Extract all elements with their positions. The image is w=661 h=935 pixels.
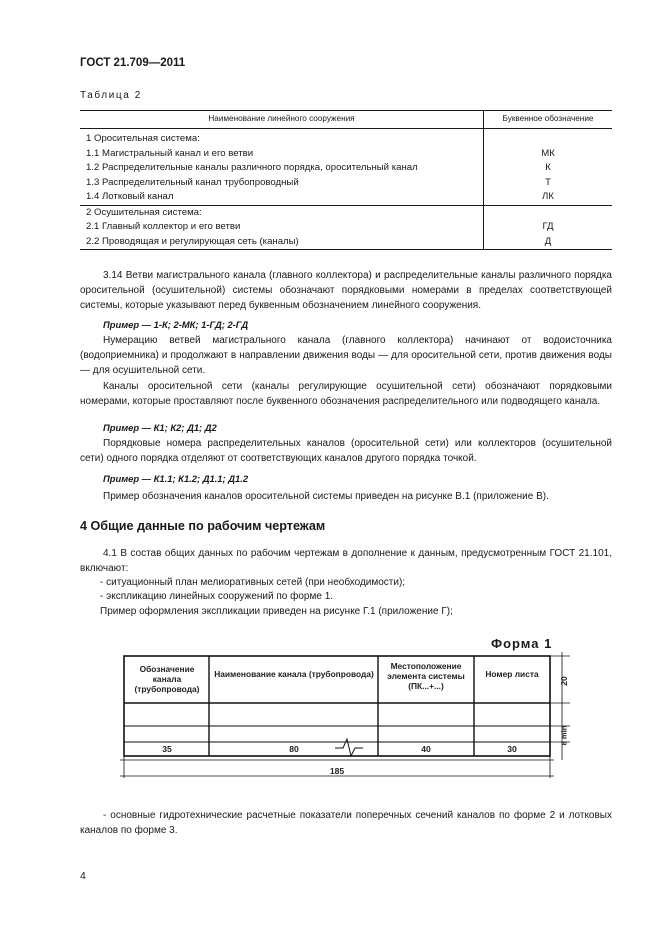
- section-4-title: 4 Общие данные по рабочим чертежам: [80, 519, 326, 533]
- form-1-header-cell: Местоположение элемента системы (ПК...+...): [387, 661, 465, 691]
- total-width-dimension: 185: [329, 766, 345, 776]
- table-cell: 2.1 Главный коллектор и его ветви: [80, 220, 484, 235]
- table-caption: Таблица 2: [80, 90, 142, 101]
- example-2: Пример — К1; К2; Д1; Д2: [103, 422, 217, 433]
- table-cell: 1.4 Лотковый канал: [80, 190, 484, 205]
- form-1-header-cell: Обозначение канала (трубопровода): [134, 664, 200, 694]
- paragraph-channels: Каналы оросительной сети (каналы регулирующие осушительной сети) обозначают порядковыми номерами, которые проставляют после буквенного обозначения распределительного или подводящего канала.: [80, 381, 612, 408]
- form-1-header-cell: Номер листа: [485, 669, 539, 679]
- height-dimension-min: 8 min: [559, 725, 569, 746]
- table-row: [80, 161, 612, 176]
- table-2: [80, 110, 612, 250]
- table-cell: ГД: [542, 221, 554, 232]
- table-cell: 1.1 Магистральный канал и его ветви: [80, 147, 484, 162]
- list-item: - экспликацию линейных сооружений по форме 1.: [100, 591, 334, 602]
- page-number: 4: [80, 870, 86, 882]
- table-row: [80, 205, 612, 220]
- table-cell: 1 Оросительная система:: [80, 129, 484, 147]
- table-row: [80, 176, 612, 191]
- table-cell: 1.2 Распределительные каналы различного порядка, оросительный канал: [80, 161, 484, 176]
- table-row: [80, 147, 612, 162]
- paragraph-order: Порядковые номера распределительных каналов (оросительной сети) или коллекторов (осушительной сети) одного порядка отделяют от соответствующих каналов другого порядка точкой.: [80, 438, 612, 465]
- table-cell: ЛК: [542, 191, 554, 202]
- paragraph-4-1: 4.1 В состав общих данных по рабочим чертежам в дополнение к данным, предусмотренным ГОСТ 21.101, включают:: [80, 548, 612, 575]
- height-dimension: 20: [559, 676, 569, 686]
- table-cell: 1.3 Распределительный канал трубопроводный: [80, 176, 484, 191]
- width-dimension: 30: [507, 744, 517, 754]
- form-1-header-cell: Наименование канала (трубопровода): [214, 669, 374, 679]
- paragraph-numbering: Нумерацию ветвей магистрального канала (главного коллектора) начинают от водоисточника (водоприемника) и продолжают в направлении движения воды — для оросительной сети, против движения воды — для осушительной сети.: [80, 335, 612, 377]
- table-row: [80, 190, 612, 205]
- width-dimension: 40: [421, 744, 431, 754]
- document-header: ГОСТ 21.709—2011: [80, 57, 186, 69]
- table-row: [80, 235, 612, 250]
- paragraph-forms-2-3: - основные гидротехнические расчетные показатели поперечных сечений каналов по форме 2 и лотковых каналов по форме 3.: [80, 810, 612, 837]
- example-3: Пример — К1.1; К1.2; Д1.1; Д1.2: [103, 473, 249, 484]
- paragraph-form-example: Пример оформления экспликации приведен на рисунке Г.1 (приложение Г);: [100, 606, 453, 617]
- paragraph-example-ref: Пример обозначения каналов оросительной системы приведен на рисунке В.1 (приложение В).: [103, 491, 549, 502]
- table-cell: [484, 205, 613, 220]
- width-dimension: 80: [289, 744, 299, 754]
- table-col-header: Наименование линейного сооружения: [80, 111, 484, 129]
- table-cell: МК: [541, 147, 555, 159]
- paragraph-3-14: 3.14 Ветви магистрального канала (главного коллектора) и распределительные каналы различного порядка оросительной (осушительной) системы обозначают порядковыми номерами в пределах соответствующей системы, которые указывают перед буквенным обозначением линейного сооружения.: [80, 270, 612, 312]
- table-row: [80, 220, 612, 235]
- table-cell: 2.2 Проводящая и регулирующая сеть (каналы): [80, 235, 484, 250]
- table-cell: Д: [484, 235, 613, 250]
- table-cell: Т: [545, 176, 551, 188]
- table-col-header: Буквенное обозначение: [484, 111, 613, 129]
- table-cell: 2 Осушительная система:: [80, 205, 484, 220]
- list-item: - ситуационный план мелиоративных сетей (при необходимости);: [100, 577, 406, 588]
- example-1: Пример — 1-К; 2-МК; 1-ГД; 2-ГД: [103, 319, 249, 330]
- table-cell: К: [545, 162, 551, 173]
- table-cell: [484, 129, 613, 147]
- table-row: [80, 129, 612, 147]
- width-dimension: 35: [162, 744, 172, 754]
- form-1-title: Форма 1: [491, 636, 553, 651]
